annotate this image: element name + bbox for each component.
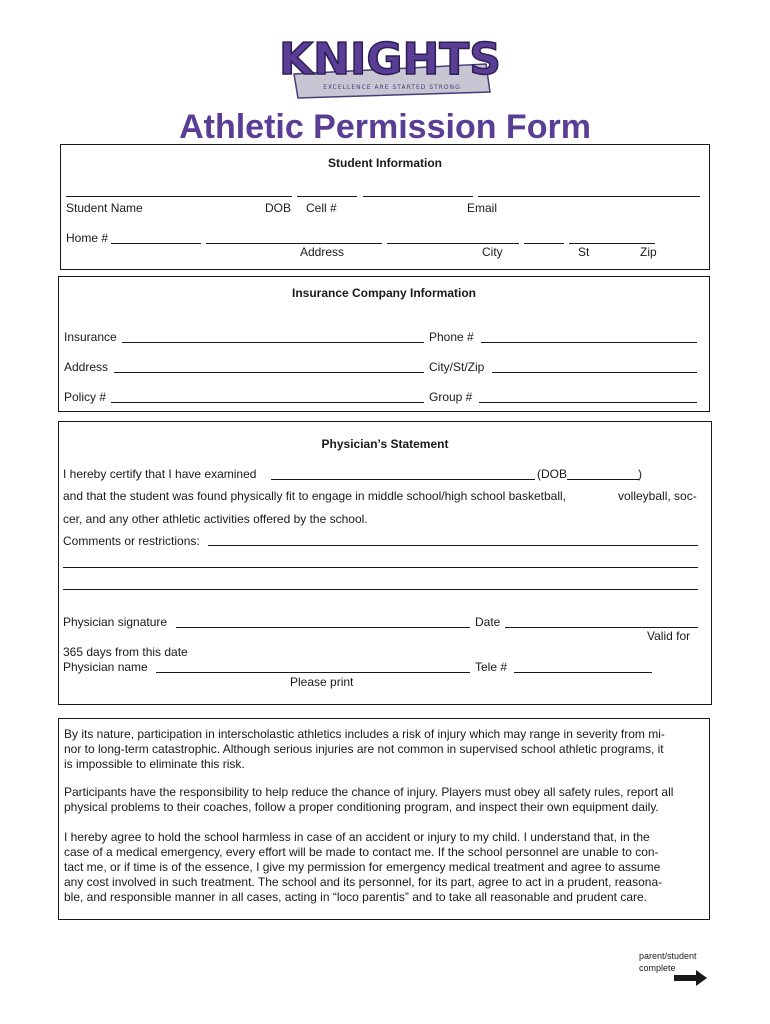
next-page-arrow-icon — [674, 970, 708, 991]
physician-heading: Physician’s Statement — [321, 437, 449, 451]
tele-field[interactable] — [514, 672, 652, 673]
tele-label: Tele # — [475, 660, 508, 674]
certify-text: I hereby certify that I have examined — [63, 467, 257, 481]
waiver-paragraph-1 — [64, 727, 704, 772]
group-label: Group # — [429, 390, 473, 404]
valid-for-text: Valid for — [647, 629, 691, 643]
email-field[interactable] — [478, 196, 700, 197]
zip-label: Zip — [640, 245, 657, 259]
citystzip-field[interactable] — [492, 372, 697, 373]
waiver-paragraph-3 — [64, 830, 704, 905]
home-label: Home # — [66, 231, 109, 245]
signature-label: Physician signature — [63, 615, 168, 629]
logo-text: KNIGHTS — [280, 34, 500, 85]
comments-field-2[interactable] — [63, 567, 698, 568]
policy-label: Policy # — [64, 390, 107, 404]
waiver-p2-line: Participants have the responsibility to help reduce the chance of injury. Players must obey all safety rules, report all — [64, 785, 674, 799]
fit-statement-c: cer, and any other athletic activities offered by the school. — [63, 512, 368, 526]
citystzip-label: City/St/Zip — [429, 360, 485, 374]
city-label: City — [482, 245, 503, 259]
cell-field[interactable] — [363, 196, 473, 197]
comments-field-1[interactable] — [208, 545, 698, 546]
insurance-field[interactable] — [122, 342, 424, 343]
logo-tagline: EXCELLENCE ARE STARTED STRONG — [323, 84, 461, 91]
state-field[interactable] — [524, 243, 564, 244]
fit-statement-a: and that the student was found physically fit to engage in middle school/high school basketball, — [63, 489, 566, 503]
knights-logo — [280, 34, 500, 104]
waiver-p3-line: tact me, or if time is of the essence, I give my permission for emergency medical treatment and agree to assume — [64, 860, 661, 874]
city-field[interactable] — [387, 243, 519, 244]
dob-label: DOB — [265, 201, 292, 215]
insurance-label: Insurance — [64, 330, 117, 344]
student-name-field[interactable] — [66, 196, 292, 197]
waiver-p2-line: physical problems to their coaches, follow a proper conditioning program, and inspect their own equipment daily. — [64, 800, 659, 814]
phone-field[interactable] — [481, 342, 697, 343]
physician-name-field[interactable] — [156, 672, 470, 673]
please-print-text: Please print — [290, 675, 354, 689]
student-name-label: Student Name — [66, 201, 143, 215]
logo-graphic — [280, 34, 500, 104]
waiver-p3-line: ble, and responsible manner in all cases, acting in “loco parentis” and to take all reasonable and prudent care. — [64, 890, 648, 904]
student-info-heading: Student Information — [328, 156, 442, 170]
comments-label: Comments or restrictions: — [63, 534, 200, 548]
address-label: Address — [300, 245, 345, 259]
phone-label: Phone # — [429, 330, 474, 344]
physician-section — [58, 421, 712, 705]
date-field[interactable] — [505, 627, 698, 628]
zip-field[interactable] — [569, 243, 655, 244]
waiver-p3-line: any cost involved in such treatment. The school and its personnel, for its part, agree to act in a prudent, reasona- — [64, 875, 663, 889]
physician-dob-field[interactable] — [567, 479, 639, 480]
waiver-paragraph-2 — [64, 785, 704, 815]
ins-address-label: Address — [64, 360, 109, 374]
examined-student-field[interactable] — [271, 479, 535, 480]
date-label: Date — [475, 615, 501, 629]
signature-field[interactable] — [176, 627, 470, 628]
physician-name-label: Physician name — [63, 660, 148, 674]
waiver-p1-line: nor to long-term catastrophic. Although serious injuries are not common in supervised school athletic programs, it — [64, 742, 664, 756]
group-field[interactable] — [479, 402, 697, 403]
validity-days-text: 365 days from this date — [63, 645, 188, 659]
waiver-p1-line: By its nature, participation in interscholastic athletics includes a risk of injury which may range in severity from mi- — [64, 727, 665, 741]
waiver-p1-line: is impossible to eliminate this risk. — [64, 757, 245, 771]
dob-field[interactable] — [297, 196, 357, 197]
cell-label: Cell # — [306, 201, 337, 215]
dob-close-text: ) — [638, 467, 642, 481]
dob-open-text: (DOB — [537, 467, 567, 481]
state-label: St — [578, 245, 590, 259]
footer-line-1: parent/student — [639, 951, 697, 961]
waiver-p3-line: I hereby agree to hold the school harmless in case of an accident or injury to my child. I understand that, in the — [64, 830, 650, 844]
waiver-p3-line: case of a medical emergency, every effort will be made to contact me. If the school personnel are unable to con- — [64, 845, 659, 859]
ins-address-field[interactable] — [114, 372, 424, 373]
insurance-heading: Insurance Company Information — [291, 286, 477, 300]
page-title: Athletic Permission Form — [179, 108, 591, 146]
address-field[interactable] — [206, 243, 382, 244]
policy-field[interactable] — [111, 402, 424, 403]
email-label: Email — [467, 201, 498, 215]
comments-field-3[interactable] — [63, 589, 698, 590]
footer-line-2: complete — [639, 963, 676, 973]
fit-statement-b: volleyball, soc- — [618, 489, 697, 503]
home-phone-field[interactable] — [111, 243, 201, 244]
